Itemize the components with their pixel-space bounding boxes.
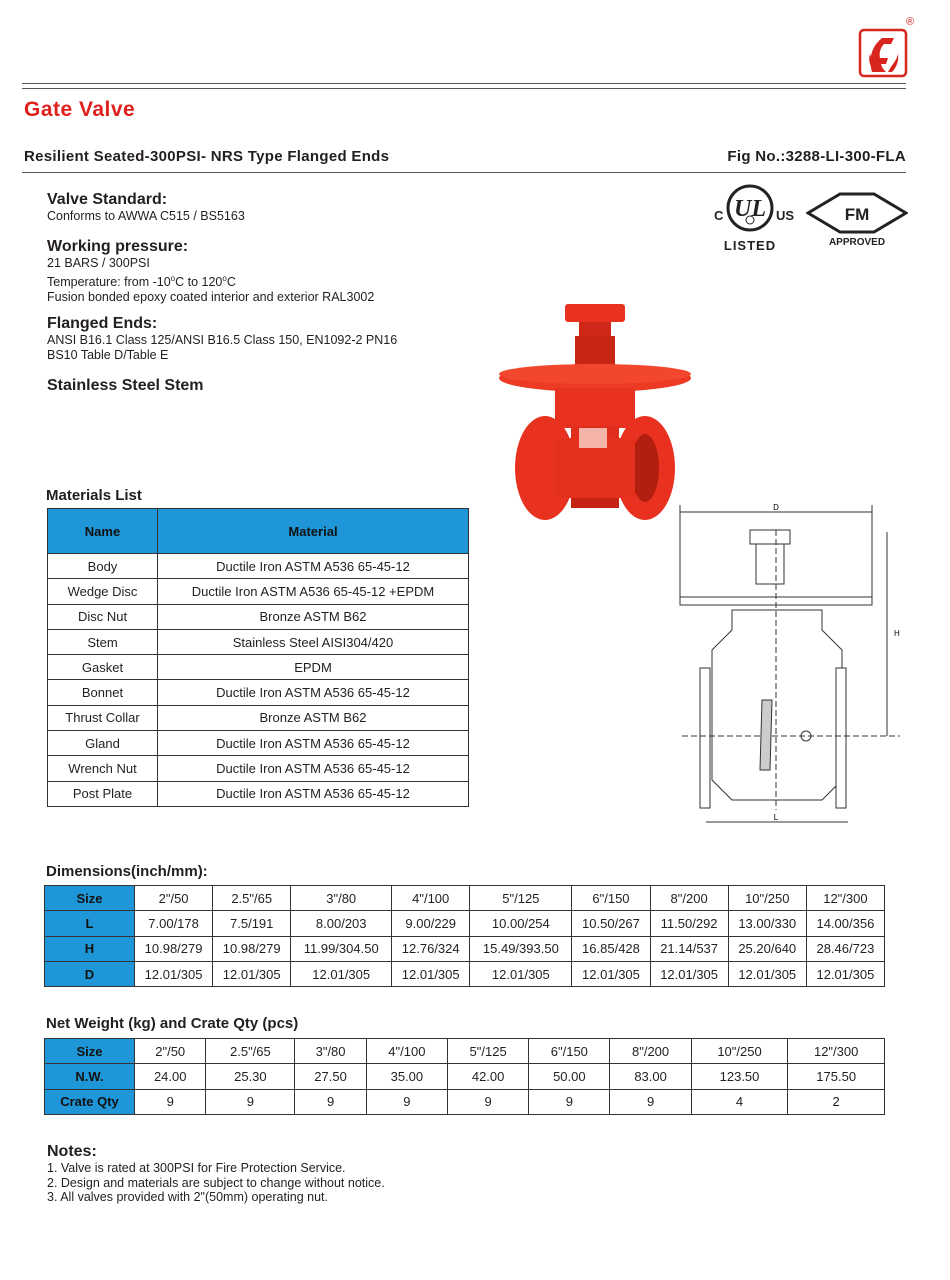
table-cell: 123.50 [691, 1064, 788, 1089]
row-header: D [45, 961, 135, 986]
table-cell: 12"/300 [788, 1039, 885, 1064]
table-cell: 8.00/203 [291, 911, 392, 936]
valve-standard-section [47, 191, 245, 224]
flanged-ends-heading: Flanged Ends: [47, 315, 158, 332]
notes-heading: Notes: [47, 1143, 97, 1160]
table-row [45, 961, 885, 986]
note-item: 1. Valve is rated at 300PSI for Fire Protection Service. [47, 1161, 346, 1175]
materials-table [47, 508, 469, 807]
table-cell: 3"/80 [291, 886, 392, 911]
table-cell: 12.01/305 [572, 961, 650, 986]
table-cell: 10.98/279 [213, 936, 291, 961]
table-cell: 28.46/723 [806, 936, 884, 961]
flanged-ends-line2: BS10 Table D/Table E [47, 348, 169, 362]
flanged-ends-section [47, 315, 397, 363]
table-row: Body Ductile Iron ASTM A536 65-45-12 [48, 554, 469, 579]
ul-listed-mark [708, 182, 800, 254]
fm-approved-mark [806, 190, 908, 250]
working-pressure-section [47, 238, 374, 305]
valve-standard-text: Conforms to AWWA C515 / BS5163 [47, 209, 245, 223]
table-row [45, 911, 885, 936]
table-cell: 21.14/537 [650, 936, 728, 961]
table-cell: 9 [610, 1089, 691, 1114]
subtitle-rule [22, 172, 906, 173]
table-row [45, 1089, 885, 1114]
table-cell: 9 [529, 1089, 610, 1114]
figure-number: Fig No.:3288-LI-300-FLA [727, 148, 906, 165]
working-pressure-text: 21 BARS / 300PSI [47, 256, 150, 270]
table-row [45, 1064, 885, 1089]
table-cell: 35.00 [366, 1064, 447, 1089]
table-cell: 9 [366, 1089, 447, 1114]
table-row: Post Plate Ductile Iron ASTM A536 65-45-12 [48, 781, 469, 806]
table-cell: 4"/100 [366, 1039, 447, 1064]
weights-heading: Net Weight (kg) and Crate Qty (pcs) [46, 1015, 299, 1032]
row-header: H [45, 936, 135, 961]
row-header: Size [45, 886, 135, 911]
table-cell: 3"/80 [295, 1039, 366, 1064]
table-cell: 50.00 [529, 1064, 610, 1089]
table-cell: 16.85/428 [572, 936, 650, 961]
fm-approved-label: APPROVED [828, 237, 886, 248]
table-row: Gland Ductile Iron ASTM A536 65-45-12 [48, 731, 469, 756]
ul-listed-label: LISTED [723, 238, 777, 253]
table-cell: 12.01/305 [392, 961, 470, 986]
valve-section-drawing [672, 500, 908, 835]
table-row [45, 936, 885, 961]
table-row: Stem Stainless Steel AISI304/420 [48, 629, 469, 654]
table-cell: 9.00/229 [392, 911, 470, 936]
notes-section [47, 1143, 385, 1205]
table-cell: 25.30 [206, 1064, 295, 1089]
table-cell: 8"/200 [610, 1039, 691, 1064]
weights-table [44, 1038, 885, 1115]
table-cell: 15.49/393.50 [470, 936, 572, 961]
drawing-label-h: H [894, 629, 900, 638]
fm-label: FM [844, 205, 870, 224]
svg-text:UL: UL [734, 196, 766, 222]
table-cell: 12.01/305 [650, 961, 728, 986]
row-header: Crate Qty [45, 1089, 135, 1114]
table-cell: 2.5"/65 [213, 886, 291, 911]
flanged-ends-line1: ANSI B16.1 Class 125/ANSI B16.5 Class 150, EN1092-2 PN16 [47, 333, 398, 347]
table-cell: 5"/125 [470, 886, 572, 911]
registered-mark: ® [906, 16, 915, 28]
table-cell: 9 [135, 1089, 206, 1114]
dimensions-table [44, 885, 885, 987]
table-cell: 25.20/640 [728, 936, 806, 961]
table-cell: 12.01/305 [806, 961, 884, 986]
stem-heading: Stainless Steel Stem [47, 377, 204, 394]
table-cell: 10.98/279 [135, 936, 213, 961]
table-cell: 10.00/254 [470, 911, 572, 936]
table-cell: 24.00 [135, 1064, 206, 1089]
drawing-label-l: L [773, 813, 779, 822]
table-cell: 4 [691, 1089, 788, 1114]
table-row: Bonnet Ductile Iron ASTM A536 65-45-12 [48, 680, 469, 705]
table-cell: 12.01/305 [728, 961, 806, 986]
table-cell: 42.00 [448, 1064, 529, 1089]
table-cell: 4"/100 [392, 886, 470, 911]
table-cell: 2 [788, 1089, 885, 1114]
valve-standard-heading: Valve Standard: [47, 191, 168, 208]
header-rule-top [22, 83, 906, 84]
table-cell: 14.00/356 [806, 911, 884, 936]
row-header: Size [45, 1039, 135, 1064]
table-cell: 83.00 [610, 1064, 691, 1089]
table-cell: 12.76/324 [392, 936, 470, 961]
coating-text: Fusion bonded epoxy coated interior and exterior RAL3002 [47, 290, 375, 305]
table-cell: 2"/50 [135, 886, 213, 911]
table-row: Disc Nut Bronze ASTM B62 [48, 604, 469, 629]
table-cell: 6"/150 [572, 886, 650, 911]
table-cell: 9 [206, 1089, 295, 1114]
table-row [45, 1039, 885, 1064]
table-cell: 2.5"/65 [206, 1039, 295, 1064]
row-header: N.W. [45, 1064, 135, 1089]
company-logo [858, 28, 908, 78]
table-cell: 7.00/178 [135, 911, 213, 936]
table-cell: 27.50 [295, 1064, 366, 1089]
product-subtitle: Resilient Seated-300PSI- NRS Type Flanged Ends [24, 148, 390, 165]
table-cell: 11.99/304.50 [291, 936, 392, 961]
table-cell: 175.50 [788, 1064, 885, 1089]
table-cell: 10.50/267 [572, 911, 650, 936]
page-title: Gate Valve [24, 98, 136, 121]
table-cell: 12.01/305 [291, 961, 392, 986]
table-cell: 12"/300 [806, 886, 884, 911]
materials-col-material: Material [158, 509, 469, 554]
dimensions-heading: Dimensions(inch/mm): [46, 863, 208, 880]
note-item: 2. Design and materials are subject to change without notice. [47, 1175, 385, 1190]
table-cell: 9 [448, 1089, 529, 1114]
table-cell: 9 [295, 1089, 366, 1114]
table-cell: 10"/250 [691, 1039, 788, 1064]
table-cell: 11.50/292 [650, 911, 728, 936]
valve-product-image [495, 298, 695, 528]
materials-heading: Materials List [46, 487, 142, 504]
table-row: Wedge Disc Ductile Iron ASTM A536 65-45-12 +EPDM [48, 579, 469, 604]
header-rule-bottom [22, 88, 906, 89]
materials-col-name: Name [48, 509, 158, 554]
table-cell: 6"/150 [529, 1039, 610, 1064]
table-cell: 13.00/330 [728, 911, 806, 936]
table-row: Wrench Nut Ductile Iron ASTM A536 65-45-12 [48, 756, 469, 781]
working-pressure-heading: Working pressure: [47, 238, 189, 255]
ul-c-label: C [714, 208, 724, 223]
table-cell: 12.01/305 [213, 961, 291, 986]
table-row [45, 886, 885, 911]
table-cell: 12.01/305 [470, 961, 572, 986]
note-item: 3. All valves provided with 2"(50mm) operating nut. [47, 1190, 328, 1204]
row-header: L [45, 911, 135, 936]
table-cell: 10"/250 [728, 886, 806, 911]
table-row: Gasket EPDM [48, 655, 469, 680]
table-cell: 5"/125 [448, 1039, 529, 1064]
table-cell: 8"/200 [650, 886, 728, 911]
table-cell: 7.5/191 [213, 911, 291, 936]
table-row: Thrust Collar Bronze ASTM B62 [48, 705, 469, 730]
table-cell: 2"/50 [135, 1039, 206, 1064]
ul-us-label: US [776, 208, 795, 223]
table-cell: 12.01/305 [135, 961, 213, 986]
temperature-text: Temperature: from -10$^o$C to 120$^o$C [47, 274, 236, 290]
drawing-label-d: D [773, 503, 779, 512]
